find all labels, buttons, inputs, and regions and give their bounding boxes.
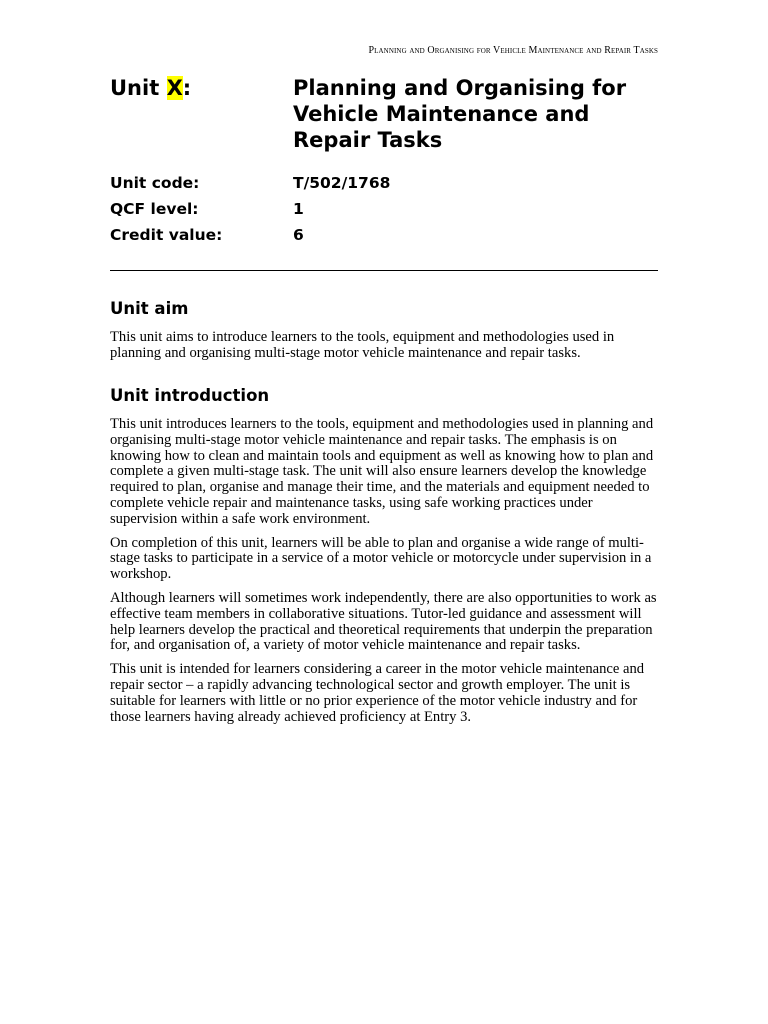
meta-label: Unit code: <box>110 174 200 192</box>
intro-paragraph: Although learners will sometimes work independently, there are also opportunities to work as effective team members in collaborative situations. Tutor-led guidance and assessment will help learners develop the practical and theoretical requirements that underpin the preparation for, and organisation of, a variety of motor vehicle maintenance and repair tasks. <box>110 589 657 654</box>
meta-label: QCF level: <box>110 200 199 218</box>
meta-value: T/502/1768 <box>293 174 391 192</box>
unit-aim-body <box>110 330 660 370</box>
unit-prefix: Unit <box>110 76 167 100</box>
divider-rule <box>110 270 658 271</box>
meta-row-unit-code <box>110 172 658 198</box>
unit-introduction-heading: Unit introduction <box>110 386 270 405</box>
meta-value: 6 <box>293 226 304 244</box>
unit-number-highlight: X <box>166 76 183 100</box>
meta-row-credit-value <box>110 224 658 250</box>
unit-aim-paragraph: This unit aims to introduce learners to the tools, equipment and methodologies used in planning and organising multi-stage motor vehicle maintenance and repair tasks. <box>110 329 615 361</box>
unit-meta-table <box>110 172 658 250</box>
unit-number-label <box>110 75 191 101</box>
intro-paragraph: This unit is intended for learners considering a career in the motor vehicle maintenance and repair sector – a rapidly advancing technological sector and growth employer. The unit is suitable for learners with little or no prior experience of the motor vehicle industry and for those learners having already achieved proficiency at Entry 3. <box>110 661 645 725</box>
intro-paragraph: On completion of this unit, learners will be able to plan and organise a wide range of multi-stage tasks to participate in a service of a motor vehicle or motorcycle under supervision in a workshop. <box>110 534 652 583</box>
meta-row-qcf-level <box>110 198 658 224</box>
unit-introduction-body <box>110 417 660 733</box>
meta-label: Credit value: <box>110 226 223 244</box>
meta-value: 1 <box>293 200 304 218</box>
unit-suffix: : <box>182 76 192 100</box>
unit-aim-heading: Unit aim <box>110 299 189 318</box>
running-header: Planning and Organising for Vehicle Maintenance and Repair Tasks <box>368 45 658 56</box>
unit-title: Planning and Organising for Vehicle Maintenance and Repair Tasks <box>293 76 627 152</box>
intro-paragraph: This unit introduces learners to the tools, equipment and methodologies used in planning and organising multi-stage motor vehicle maintenance and repair tasks. The emphasis is on knowing how to clean and maintain tools and equipment as well as knowing how to plan and complete a given multi-stage task. The unit will also ensure learners develop the knowledge required to plan, organise and manage their time, and the materials and equipment needed to complete vehicle repair and maintenance tasks, using safe working practices under supervision within a safe work environment. <box>110 416 654 527</box>
